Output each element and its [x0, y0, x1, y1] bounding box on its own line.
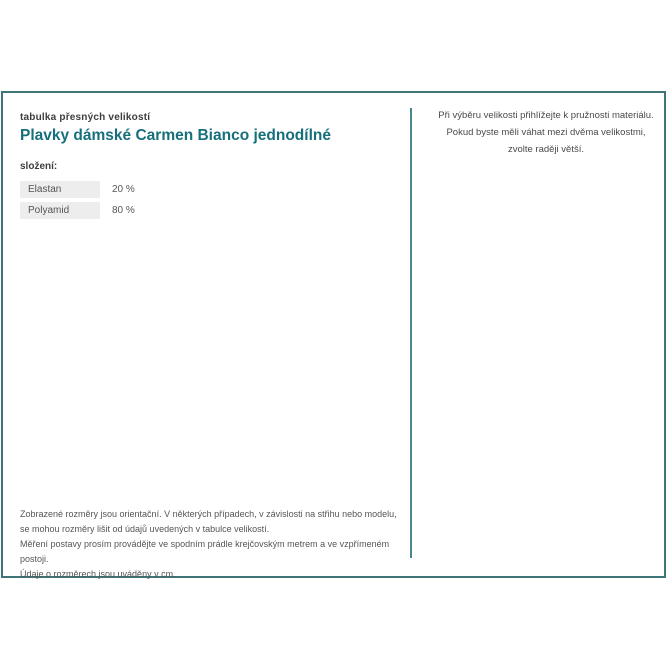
measurement-notes — [20, 507, 400, 582]
material-name-cell: Polyamid — [20, 202, 100, 219]
note-line: se mohou rozměry lišit od údajů uvedených v tabulce velikostí. — [20, 524, 270, 534]
table-row — [20, 181, 220, 198]
vertical-divider — [410, 108, 412, 558]
size-advice — [428, 107, 664, 158]
advice-line: Pokud byste měli váhat mezi dvěma velikostmi, — [446, 127, 646, 138]
page-eyebrow: tabulka přesných velikostí — [20, 112, 151, 123]
table-row — [20, 202, 220, 219]
note-line: Zobrazené rozměry jsou orientační. V některých případech, v závislosti na střihu nebo modelu, — [20, 509, 397, 519]
size-chart-panel — [1, 91, 666, 578]
note-line: Údaje o rozměrech jsou uváděny v cm. — [20, 569, 176, 579]
advice-line: zvolte raději větší. — [507, 144, 585, 155]
material-name-cell: Elastan — [20, 181, 100, 198]
composition-table — [20, 181, 220, 223]
note-line: Měření postavy prosím provádějte ve spodním prádle krejčovským metrem a ve vzpřímeném postoji. — [20, 539, 390, 564]
composition-label: složení: — [20, 161, 58, 172]
advice-line: Při výběru velikosti přihlížejte k pružnosti materiálu. — [438, 110, 654, 121]
material-percent-cell: 20 % — [112, 184, 135, 195]
material-percent-cell: 80 % — [112, 205, 135, 216]
product-title: Plavky dámské Carmen Bianco jednodílné — [20, 127, 331, 144]
